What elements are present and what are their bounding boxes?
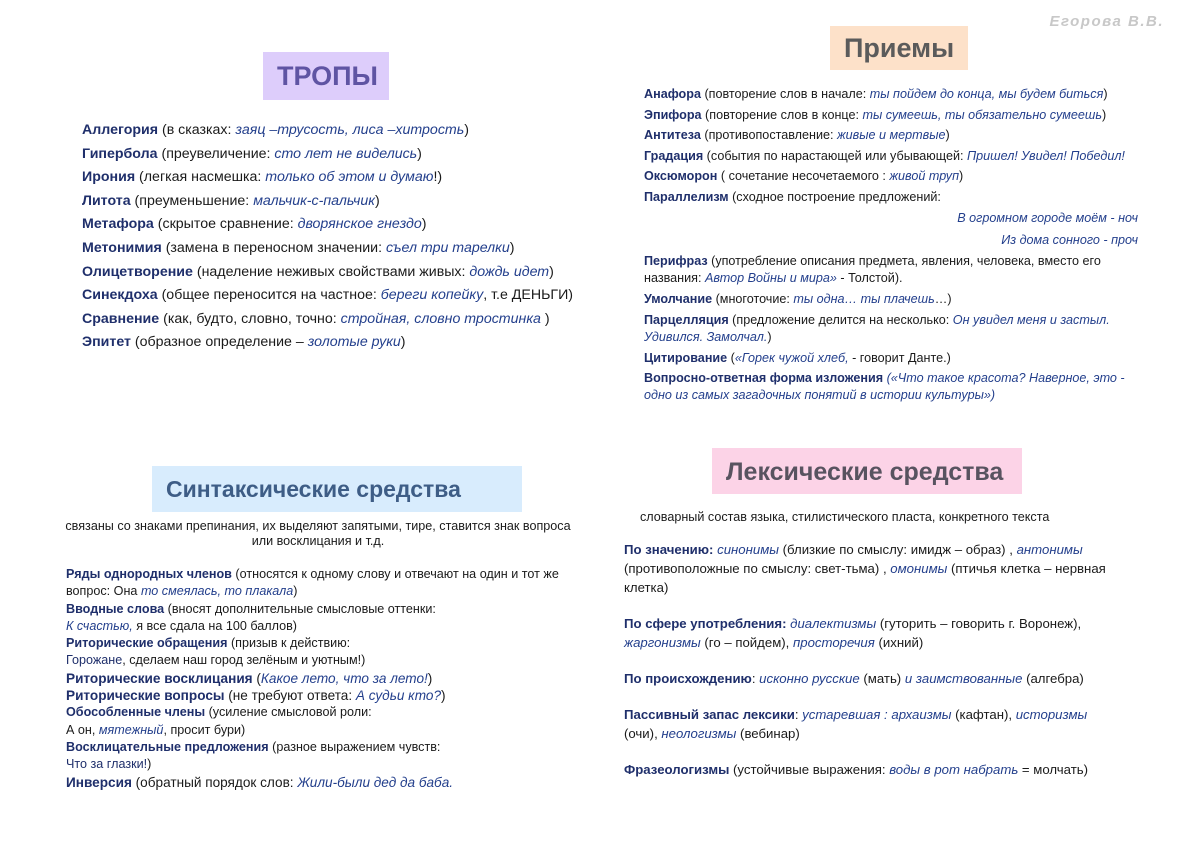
syntax-obosoblennye: Обособленные члены (усиление смысловой роли: <box>66 705 372 720</box>
priem-umolchanie: Умолчание (многоточие: ты одна… ты плачешь…) <box>644 292 952 306</box>
syntax-intro: связаны со знаками препинания, их выделяют запятыми, тире, ставится знак вопроса или восклицания и т.д. <box>65 519 571 548</box>
trope-item: Литота (преуменьшение: мальчик-с-пальчик) <box>82 192 380 209</box>
lexical-intro: словарный состав языка, стилистического пласта, конкретного текста <box>640 510 1050 524</box>
priem-oksyumoron: Оксюморон ( сочетание несочетаемого : живой труп) <box>644 169 964 183</box>
syntax-vosklicaniya: Риторические восклицания (Какое лето, что за лето!) <box>66 670 433 686</box>
trope-item: Олицетворение (наделение неживых свойствами живых: дождь идет) <box>82 263 554 280</box>
trope-item: Синекдоха (общее переносится на частное: береги копейку, т.е ДЕНЬГИ) <box>82 287 574 304</box>
trope-item: Метонимия (замена в переносном значении: съел три тарелки) <box>82 239 515 256</box>
trope-item: Метафора (скрытое сравнение: дворянское гнездо) <box>82 216 427 233</box>
trope-item: Эпитет (образное определение – золотые руки) <box>82 334 406 351</box>
lexical-list <box>624 540 1124 796</box>
priem-citirovanie: Цитирование («Горек чужой хлеб, - говорит Данте.) <box>644 350 951 365</box>
priem-anafora: Анафора (повторение слов в начале: ты пойдем до конца, мы будем биться) <box>644 87 1108 101</box>
syntax-voprosy: Риторические вопросы (не требуют ответа: А судьи кто?) <box>66 688 446 704</box>
parallelizm-line-1: В огромном городе моём - ноч <box>957 211 1138 225</box>
priemy-list <box>644 84 1154 406</box>
syntax-obosoblennye-example: А он, мятежный, просит бури) <box>66 722 246 737</box>
priem-epifora: Эпифора (повторение слов в конце: ты сумеешь, ты обязательно сумеешь) <box>644 107 1107 122</box>
lexical-heading: Лексические средства <box>712 448 1022 494</box>
syntax-vvodnye-example: К счастью, я все сдала на 100 баллов) <box>66 618 297 633</box>
priem-perifraz: Перифраз (употребление описания предмета, явления, человека, вместо его названия: Автор Войны и мира» - Толстой). <box>644 254 1101 285</box>
syntax-list <box>66 566 586 791</box>
trope-item: Гипербола (преувеличение: сто лет не виделись) <box>82 145 422 162</box>
priem-vopros-otvet: Вопросно-ответная форма изложения («Что такое красота? Наверное, это - одно из самых загадочных понятий в истории культуры») <box>644 371 1125 402</box>
parallelizm-line-2: Из дома сонного - проч <box>1001 233 1138 247</box>
priem-parcellyaciya: Парцелляция (предложение делится на несколько: Он увидел меня и застыл. Удивился. Замолчал.) <box>644 312 1110 344</box>
syntax-inversiya: Инверсия (обратный порядок слов: Жили-были дед да баба. <box>66 774 454 790</box>
syntax-vosklic-predl: Восклицательные предложения (разное выражением чувств: <box>66 739 441 754</box>
priem-antiteza: Антитеза (противопоставление: живые и мертвые) <box>644 128 950 142</box>
tropes-heading: ТРОПЫ <box>263 52 389 100</box>
lex-frazeo: Фразеологизмы (устойчивые выражения: воды в рот набрать = молчать) <box>624 762 1089 777</box>
lex-znachenie: По значению: синонимы (близкие по смыслу: имидж – образ) , антонимы (противоположные по смыслу: свет-тьма) , омонимы (птичья клетка – нервная клетка) <box>624 542 1106 595</box>
trope-item: Ирония (легкая насмешка: только об этом и думаю!) <box>82 169 443 186</box>
syntax-obrascheniya: Риторические обращения (призыв к действию: <box>66 636 351 651</box>
lex-passivnyy: Пассивный запас лексики: устаревшая : архаизмы (кафтан), историзмы (очи), неологизмы (вебинар) <box>624 707 1088 741</box>
syntax-ryady: Ряды однородных членов (относятся к одному слову и отвечают на один и тот же вопрос: Она то смеялась, то плакала) <box>66 567 559 599</box>
priem-parallelizm: Параллелизм (сходное построение предложений: <box>644 189 941 204</box>
tropes-list <box>82 119 602 355</box>
trope-item: Сравнение (как, будто, словно, точно: стройная, словно тростинка ) <box>82 310 550 327</box>
trope-item: Аллегория (в сказках: заяц –трусость, лиса –хитрость) <box>82 122 469 138</box>
syntax-vvodnye: Вводные слова (вносят дополнительные смысловые оттенки: <box>66 601 436 616</box>
syntax-heading: Синтаксические средства <box>152 466 522 512</box>
syntax-vosklic-predl-example: Что за глазки!) <box>66 757 152 772</box>
lex-proishozhdenie: По происхождению: исконно русские (мать) и заимствованные (алгебра) <box>624 671 1084 686</box>
priem-gradaciya: Градация (события по нарастающей или убывающей: Пришел! Увидел! Победил! <box>644 148 1125 163</box>
priemy-heading: Приемы <box>830 26 968 70</box>
lex-sfera: По сфере употребления: диалектизмы (гуторить – говорить г. Воронеж), жаргонизмы (го – пойдем), просторечия (ихний) <box>624 616 1082 650</box>
syntax-obrascheniya-example: Горожане, сделаем наш город зелёным и уютным!) <box>66 653 366 668</box>
author-signature: Егорова В.В. <box>1049 13 1164 30</box>
